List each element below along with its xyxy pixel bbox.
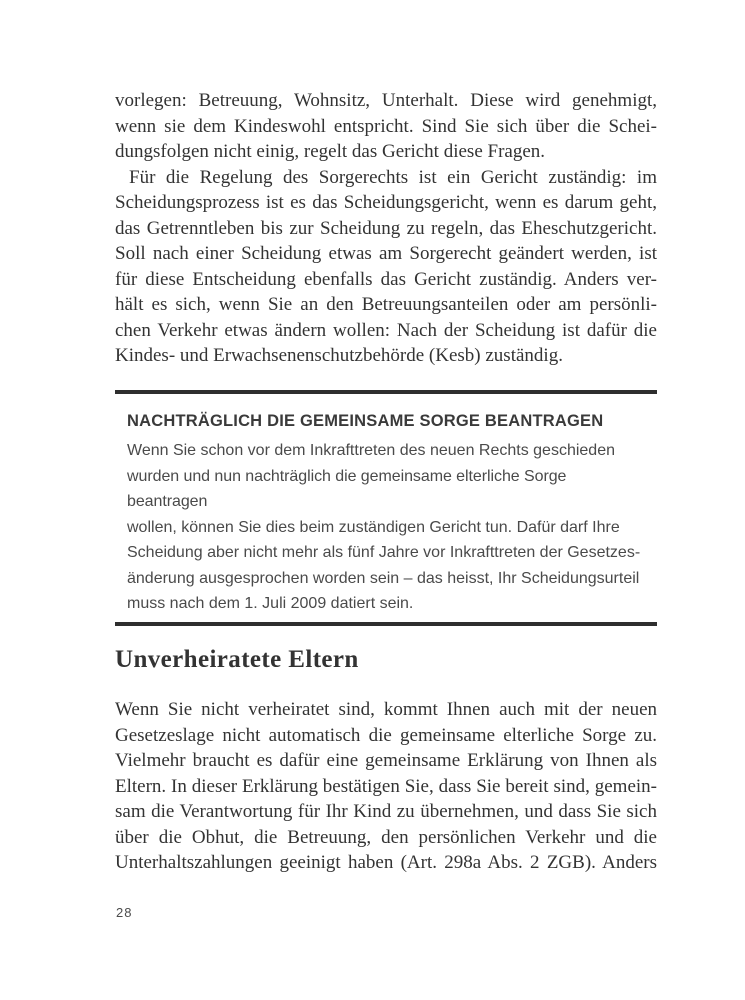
- text-line: dungsfolgen nicht einig, regelt das Gericht diese Fragen.: [115, 141, 546, 162]
- section-heading: Unverheiratete Eltern: [115, 646, 359, 673]
- text-line: Wenn Sie schon vor dem Inkrafttreten des neuen Rechts geschieden: [127, 442, 615, 459]
- text-line: änderung ausgesprochen worden sein – das heisst, Ihr Scheidungsurteil: [127, 569, 640, 587]
- text-line: das Getrenntleben bis zur Scheidung zu regeln, das Eheschutzgericht.: [115, 217, 657, 239]
- text-line: vorlegen: Betreuung, Wohnsitz, Unterhalt. Diese wird genehmigt,: [115, 90, 657, 111]
- infobox-title: NACHTRÄGLICH DIE GEMEINSAME SORGE BEANTRAGEN: [127, 412, 604, 430]
- text-line: wenn sie dem Kindeswohl entspricht. Sind Sie sich über die Schei-: [115, 115, 657, 137]
- text-line: wollen, können Sie dies beim zuständigen Gericht tun. Dafür darf Ihre: [127, 518, 620, 536]
- text-line: über die Obhut, die Betreuung, den persönlichen Verkehr und die: [115, 826, 657, 848]
- infobox: [115, 390, 657, 626]
- text-line: Vielmehr braucht es dafür eine gemeinsame Erklärung von Ihnen als: [115, 750, 657, 771]
- infobox-content: [115, 394, 657, 622]
- text-line: für diese Entscheidung ebenfalls das Gericht zuständig. Anders ver-: [115, 268, 657, 290]
- body-paragraph-1: [115, 88, 657, 165]
- infobox-bottom-rule: [115, 622, 657, 626]
- text-line: Eltern. In dieser Erklärung bestätigen Sie, dass Sie bereit sind, gemein-: [115, 775, 657, 797]
- text-line: Kindes- und Erwachsenenschutzbehörde (Kesb) zuständig.: [115, 345, 563, 366]
- text-line: Gesetzeslage nicht automatisch die gemeinsame elterliche Sorge zu.: [115, 724, 657, 746]
- body-text-top: [115, 88, 657, 369]
- body-paragraph-2: [115, 165, 657, 369]
- text-line: hält es sich, wenn Sie an den Betreuungsanteilen oder am persönli-: [115, 294, 657, 315]
- section-paragraph: [115, 697, 657, 876]
- text-line: sam die Verantwortung für Ihr Kind zu übernehmen, und dass Sie sich: [115, 801, 657, 822]
- infobox-text: [127, 438, 651, 617]
- text-line: Scheidungsprozess ist es das Scheidungsgericht, wenn es darum geht,: [115, 192, 657, 213]
- text-line: Unterhaltszahlungen geeinigt haben (Art. 298a Abs. 2 ZGB). Anders: [115, 852, 657, 873]
- text-line: Scheidung aber nicht mehr als fünf Jahre vor Inkrafttreten der Gesetzes-: [127, 544, 641, 561]
- text-line: chen Verkehr etwas ändern wollen: Nach der Scheidung ist dafür die: [115, 319, 657, 341]
- text-line: Für die Regelung des Sorgerechts ist ein Gericht zuständig: im: [129, 166, 657, 188]
- text-line: Soll nach einer Scheidung etwas am Sorgerecht geändert werden, ist: [115, 243, 657, 264]
- text-line: muss nach dem 1. Juli 2009 datiert sein.: [127, 595, 414, 612]
- text-line: Wenn Sie nicht verheiratet sind, kommt Ihnen auch mit der neuen: [115, 699, 657, 720]
- text-line: wurden und nun nachträglich die gemeinsame elterliche Sorge beantragen: [127, 467, 567, 510]
- page-number: 28: [116, 905, 133, 920]
